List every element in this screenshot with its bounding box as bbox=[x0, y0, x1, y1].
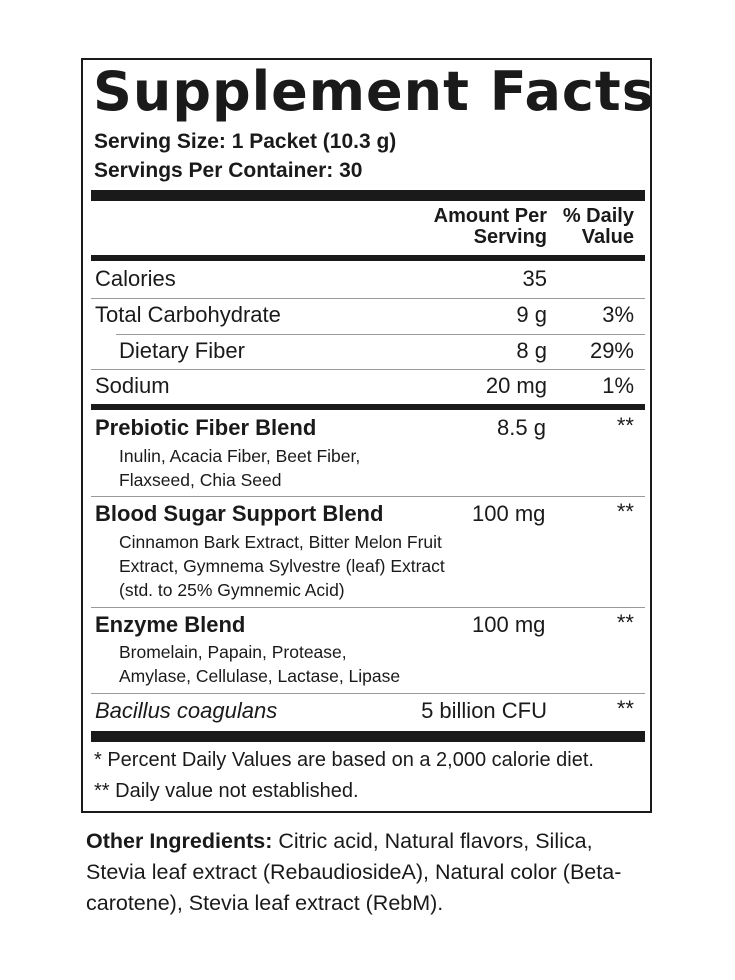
nutrient-name-total-carbohydrate: Total Carbohydrate bbox=[95, 302, 281, 327]
blend-ingredients-line: Flaxseed, Chia Seed bbox=[119, 470, 282, 490]
blend-name-blood-sugar-support: Blood Sugar Support Blend bbox=[95, 501, 384, 526]
daily-value-header: % Daily Value bbox=[562, 205, 634, 248]
amount-per-serving-header: Amount Per Serving bbox=[433, 205, 547, 248]
nutrient-amount-total-carbohydrate: 9 g bbox=[516, 302, 547, 327]
nutrient-name-sodium: Sodium bbox=[95, 373, 170, 398]
blend-ingredients-line: Bromelain, Papain, Protease, bbox=[119, 642, 347, 662]
row-divider bbox=[91, 693, 645, 694]
blend-dv-enzyme: ** bbox=[616, 610, 634, 635]
blend-ingredients-line: Inulin, Acacia Fiber, Beet Fiber, bbox=[119, 446, 361, 466]
thick-divider bbox=[91, 190, 645, 201]
nutrient-amount-sodium: 20 mg bbox=[485, 373, 547, 398]
medium-divider bbox=[91, 255, 645, 261]
row-divider bbox=[91, 496, 645, 497]
footnote-percent-daily-values: * Percent Daily Values are based on a 2,000 calorie diet. bbox=[94, 749, 594, 771]
panel-title: Supplement Facts bbox=[93, 60, 655, 123]
medium-divider bbox=[91, 404, 645, 410]
servings-per-container: Servings Per Container: 30 bbox=[94, 159, 363, 182]
ingredient-dv-bacillus-coagulans: ** bbox=[616, 696, 634, 721]
blend-amount-enzyme: 100 mg bbox=[472, 612, 546, 637]
blend-name-prebiotic-fiber: Prebiotic Fiber Blend bbox=[95, 415, 317, 440]
row-divider bbox=[91, 369, 645, 370]
blend-dv-blood-sugar-support: ** bbox=[616, 499, 634, 524]
nutrient-amount-calories: 35 bbox=[522, 266, 547, 291]
other-ingredients bbox=[86, 826, 646, 919]
row-divider bbox=[91, 607, 645, 608]
blend-ingredients-line: Cinnamon Bark Extract, Bitter Melon Fruit bbox=[119, 532, 442, 552]
nutrient-name-dietary-fiber: Dietary Fiber bbox=[119, 338, 245, 363]
blend-amount-prebiotic-fiber: 8.5 g bbox=[497, 415, 546, 440]
blend-ingredients-line: Amylase, Cellulase, Lactase, Lipase bbox=[119, 666, 401, 686]
other-ingredients-label: Other Ingredients: bbox=[86, 829, 273, 853]
nutrient-dv-dietary-fiber: 29% bbox=[589, 338, 634, 363]
nutrient-dv-sodium: 1% bbox=[602, 373, 634, 398]
blend-ingredients-line: Extract, Gymnema Sylvestre (leaf) Extract bbox=[119, 556, 445, 576]
row-divider bbox=[91, 298, 645, 299]
footnote-daily-value-not-established: ** Daily value not established. bbox=[94, 780, 359, 802]
ingredient-amount-bacillus-coagulans: 5 billion CFU bbox=[421, 698, 547, 723]
nutrient-dv-total-carbohydrate: 3% bbox=[602, 302, 634, 327]
ingredient-name-bacillus-coagulans: Bacillus coagulans bbox=[95, 698, 278, 723]
nutrient-amount-dietary-fiber: 8 g bbox=[516, 338, 547, 363]
blend-dv-prebiotic-fiber: ** bbox=[616, 413, 634, 438]
blend-amount-blood-sugar-support: 100 mg bbox=[472, 501, 546, 526]
nutrient-name-calories: Calories bbox=[95, 266, 176, 291]
blend-ingredients-line: (std. to 25% Gymnemic Acid) bbox=[119, 580, 345, 600]
other-ingredients-text: Citric acid, Natural flavors, Silica, Stevia leaf extract (RebaudiosideA), Natural color (Beta-carotene), Stevia leaf extract (RebM). bbox=[86, 829, 622, 915]
serving-size: Serving Size: 1 Packet (10.3 g) bbox=[94, 130, 397, 153]
thick-divider bbox=[91, 731, 645, 742]
blend-name-enzyme: Enzyme Blend bbox=[95, 612, 246, 637]
row-divider bbox=[116, 334, 645, 335]
